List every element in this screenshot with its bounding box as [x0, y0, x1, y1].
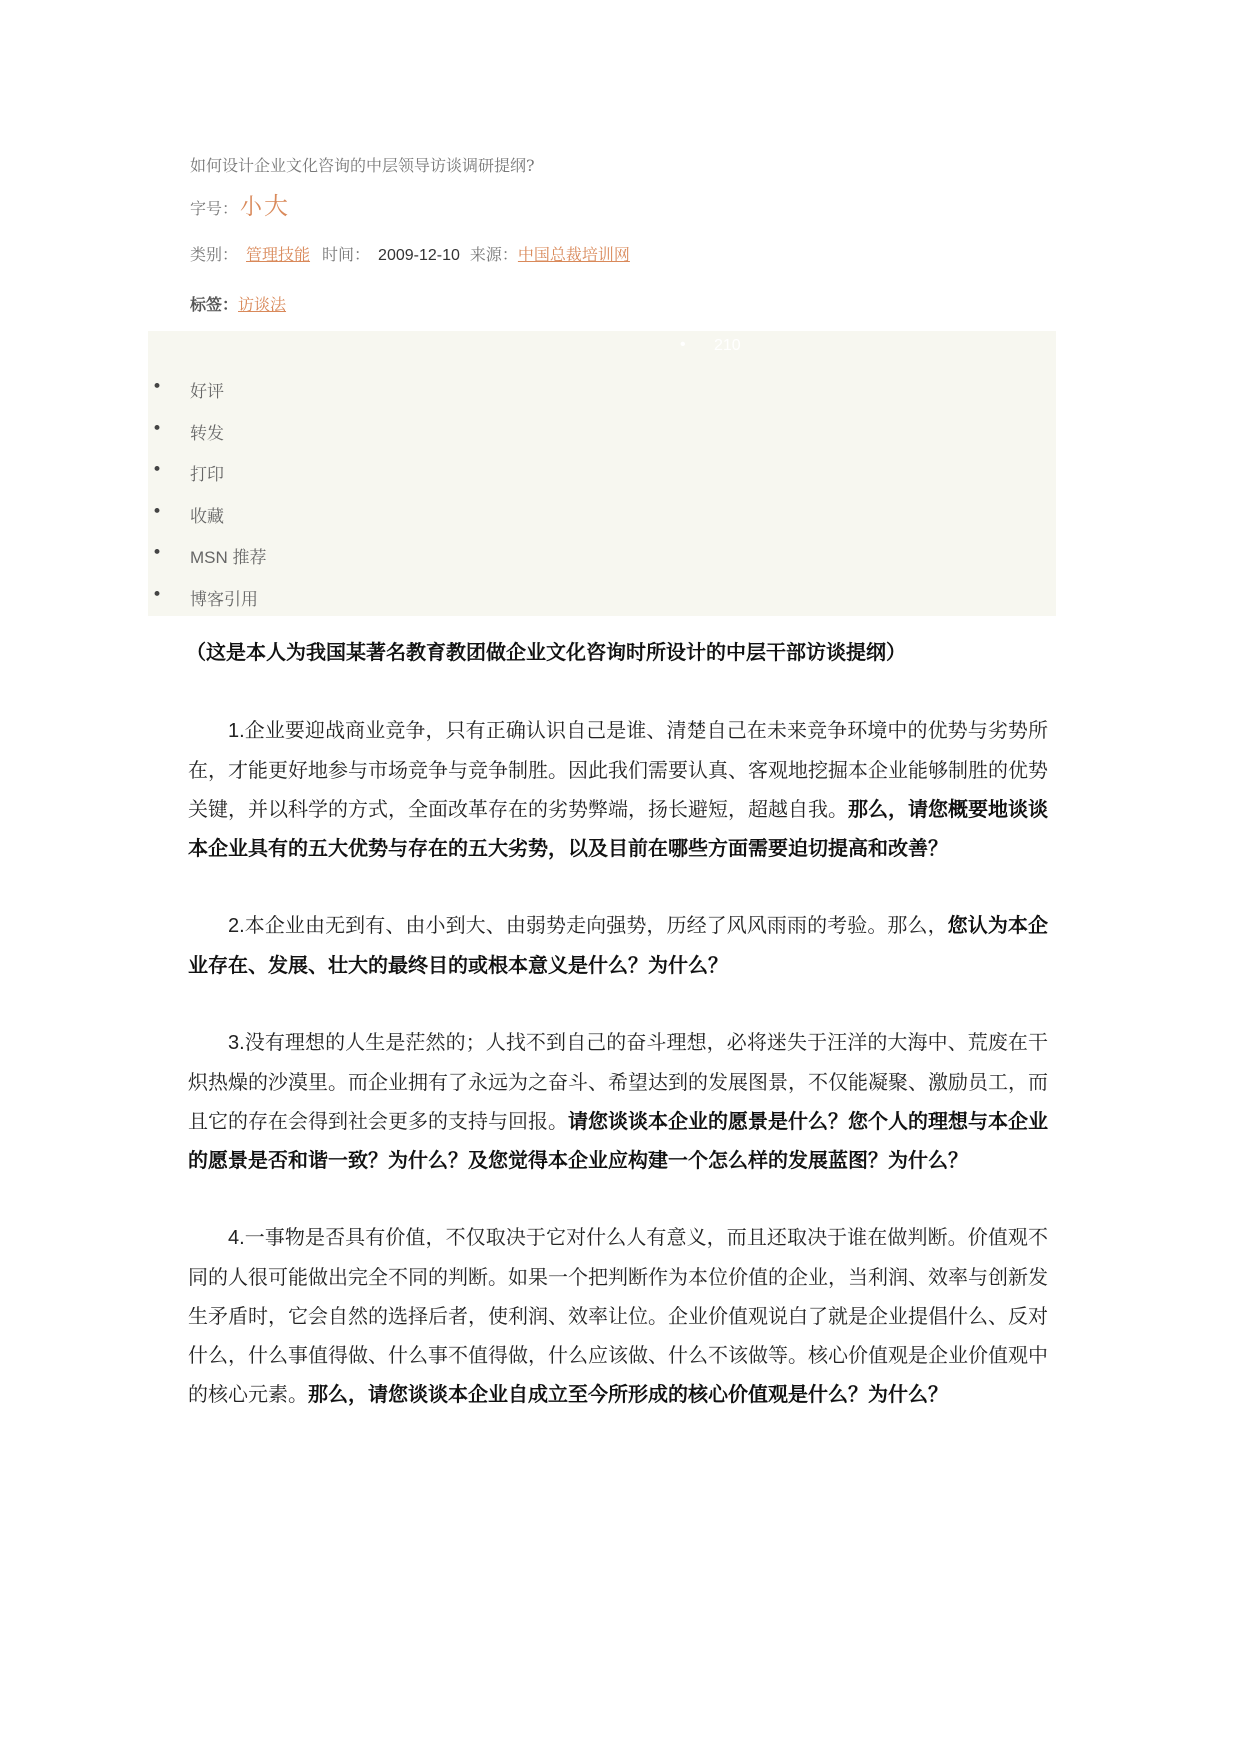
font-large-link[interactable]: 大 — [264, 192, 289, 220]
category-link[interactable]: 管理技能 — [246, 245, 311, 264]
paragraph-text: 一事物是否具有价值，不仅取决于它对什么人有意义，而且还取决于谁在做判断。价值观不同的人很可能做出完全不同的判断。如果一个把判断作为本位价值的企业，当利润、效率与创新发生矛盾时，它会自然的选择后者，使利润、效率让位。企业价值观说白了就是企业提倡什么、反对什么，什么事值得做、什么事不值得做，什么应该做、什么不该做等。核心价值观是企业价值观中的核心元素。 — [188, 1225, 1048, 1406]
article-tags — [190, 292, 286, 315]
action-label[interactable]: 博客引用 — [190, 589, 258, 610]
action-item-print[interactable] — [148, 460, 267, 502]
action-item-praise[interactable] — [148, 377, 267, 419]
action-item-forward[interactable] — [148, 419, 267, 461]
article-body — [188, 636, 1048, 1452]
paragraph-number: 2. — [228, 915, 245, 937]
action-label[interactable]: 收藏 — [190, 506, 224, 527]
paragraph-3 — [188, 1023, 1048, 1180]
paragraph-question: 请您谈谈本企业的愿景是什么？您个人的理想与本企业的愿景是否和谐一致？为什么？及您觉得本企业应构建一个怎么样的发展蓝图？为什么？ — [188, 1109, 1048, 1172]
time-label: 时间： — [322, 245, 371, 264]
action-panel — [148, 331, 1056, 616]
source-link[interactable]: 中国总裁培训网 — [517, 245, 630, 264]
category-label: 类别： — [190, 245, 239, 264]
paragraph-number: 1. — [228, 720, 245, 742]
paragraph-number: 4. — [228, 1227, 245, 1249]
paragraph-2 — [188, 906, 1048, 985]
paragraph-text: 企业要迎战商业竞争，只有正确认识自己是谁、清楚自己在未来竞争环境中的优势与劣势所在，才能更好地参与市场竞争与竞争制胜。因此我们需要认真、客观地挖掘本企业能够制胜的优势关键，并以科学的方式，全面改革存在的劣势弊端，扬长避短，超越自我。 — [188, 718, 1048, 821]
action-item-msn-recommend[interactable] — [148, 543, 267, 585]
tags-label: 标签： — [190, 295, 239, 314]
paragraph-question: 那么，请您谈谈本企业自成立至今所形成的核心价值观是什么？为什么？ — [308, 1382, 948, 1406]
action-list — [148, 377, 267, 626]
action-item-blog-quote[interactable] — [148, 585, 267, 627]
paragraph-question: 您认为本企业存在、发展、壮大的最终目的或根本意义是什么？为什么？ — [188, 913, 1049, 977]
action-label[interactable]: 打印 — [190, 465, 224, 485]
paragraph-text: 本企业由无到有、由小到大、由弱势走向强势，历经了风风雨雨的考验。那么， — [244, 913, 948, 937]
font-size-label: 字号： — [190, 199, 239, 218]
paragraph-question: 那么，请您概要地谈谈本企业具有的五大优势与存在的五大劣势，以及目前在哪些方面需要迫切提高和改善？ — [188, 797, 1048, 860]
paragraph-number: 3. — [228, 1032, 245, 1054]
rating-count: • 210 — [714, 337, 741, 355]
action-label[interactable]: 转发 — [190, 423, 224, 444]
action-item-favorite[interactable] — [148, 502, 267, 544]
paragraph-4 — [188, 1218, 1048, 1414]
font-small-link[interactable]: 小 — [240, 195, 263, 220]
paragraph-1 — [188, 711, 1048, 868]
article-meta — [190, 242, 630, 265]
paragraph-text: 没有理想的人生是茫然的；人找不到自己的奋斗理想，必将迷失于汪洋的大海中、荒废在干炽热燥的沙漠里。而企业拥有了永远为之奋斗、希望达到的发展图景，不仅能凝聚、激励员工，而且它的存在会得到社会更多的支持与回报。 — [188, 1030, 1048, 1133]
font-size-selector — [190, 186, 288, 221]
action-label[interactable]: MSN 推荐 — [190, 548, 267, 567]
action-label[interactable]: 好评 — [190, 382, 224, 402]
article-title: 如何设计企业文化咨询的中层领导访谈调研提纲? — [190, 156, 535, 175]
publish-date: 2009-12-10 — [378, 247, 460, 264]
intro-note: （这是本人为我国某著名教育教团做企业文化咨询时所设计的中层干部访谈提纲） — [186, 640, 906, 664]
source-label: 来源： — [469, 245, 518, 264]
tag-link[interactable]: 访谈法 — [238, 295, 287, 314]
